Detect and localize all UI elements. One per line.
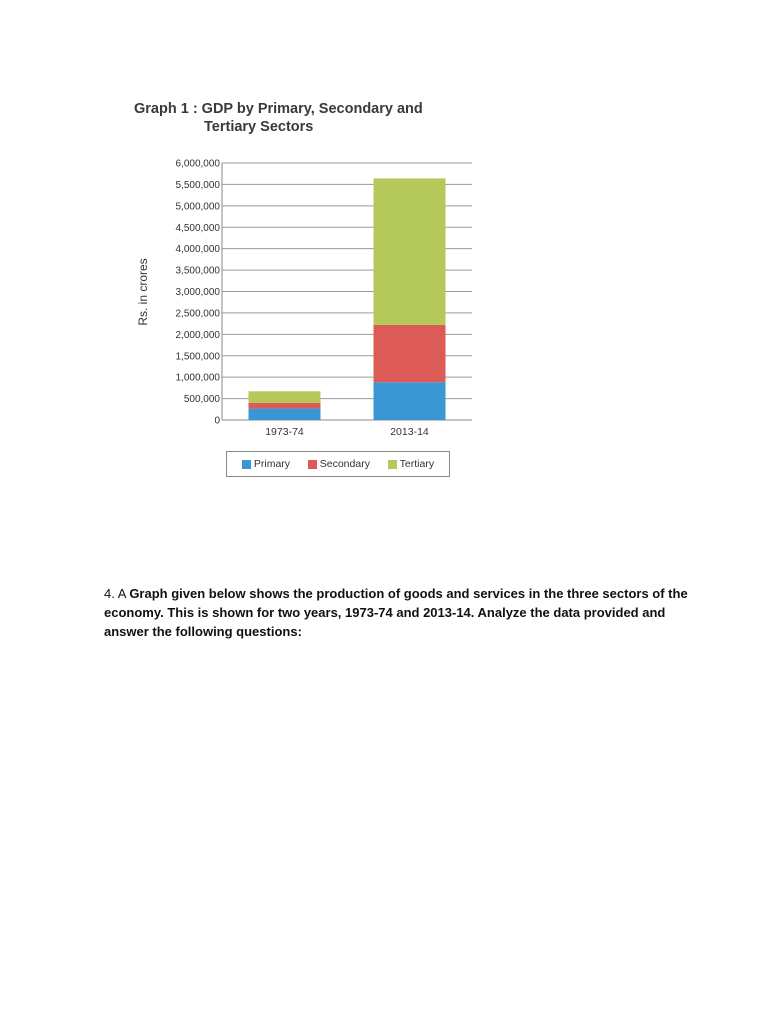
legend-item-primary (242, 458, 290, 470)
y-tick-label: 3,500,000 (175, 265, 220, 277)
y-tick-label: 5,000,000 (175, 201, 220, 213)
y-tick-label: 3,000,000 (175, 287, 220, 298)
x-tick-label: 1973-74 (265, 426, 304, 438)
y-tick-label: 0 (214, 415, 220, 427)
y-tick-label: 500,000 (183, 394, 220, 406)
legend-swatch-primary (242, 460, 251, 469)
question-body: Graph given below shows the production of goods and services in the three sectors of the economy. This is shown for two years, 1973-74 and 2013-14. Analyze the data provided and answer the following questions: (104, 586, 688, 639)
legend-item-secondary (308, 458, 370, 470)
legend-label-secondary: Secondary (319, 458, 370, 470)
question-text (104, 584, 704, 641)
chart-title-line2: Tertiary Sectors (204, 119, 314, 135)
legend-swatch-tertiary (388, 460, 397, 469)
chart-legend (226, 451, 450, 477)
y-axis-title: Rs. in crores (136, 258, 150, 326)
bar-secondary-2013-14 (374, 325, 446, 382)
y-tick-label: 1,000,000 (175, 372, 220, 384)
legend-label-primary: Primary (253, 458, 291, 470)
chart-title-line1: Graph 1 : GDP by Primary, Secondary and (134, 101, 423, 117)
bar-primary-2013-14 (374, 382, 446, 420)
y-tick-label: 6,000,000 (175, 158, 220, 170)
y-tick-label: 1,500,000 (175, 351, 220, 363)
y-tick-label: 5,500,000 (175, 179, 220, 191)
bar-primary-1973-74 (249, 408, 321, 420)
y-tick-label: 4,500,000 (175, 222, 220, 234)
question-number: 4. A (104, 586, 130, 601)
legend-swatch-secondary (308, 460, 317, 469)
bar-secondary-1973-74 (249, 403, 321, 409)
legend-item-tertiary (388, 458, 434, 470)
y-tick-label: 2,500,000 (175, 308, 220, 320)
bar-tertiary-1973-74 (249, 391, 321, 403)
bar-tertiary-2013-14 (374, 178, 446, 324)
y-tick-label: 4,000,000 (175, 244, 220, 256)
legend-label-tertiary: Tertiary (399, 458, 435, 470)
x-tick-label: 2013-14 (390, 426, 429, 438)
y-tick-label: 2,000,000 (175, 329, 220, 341)
